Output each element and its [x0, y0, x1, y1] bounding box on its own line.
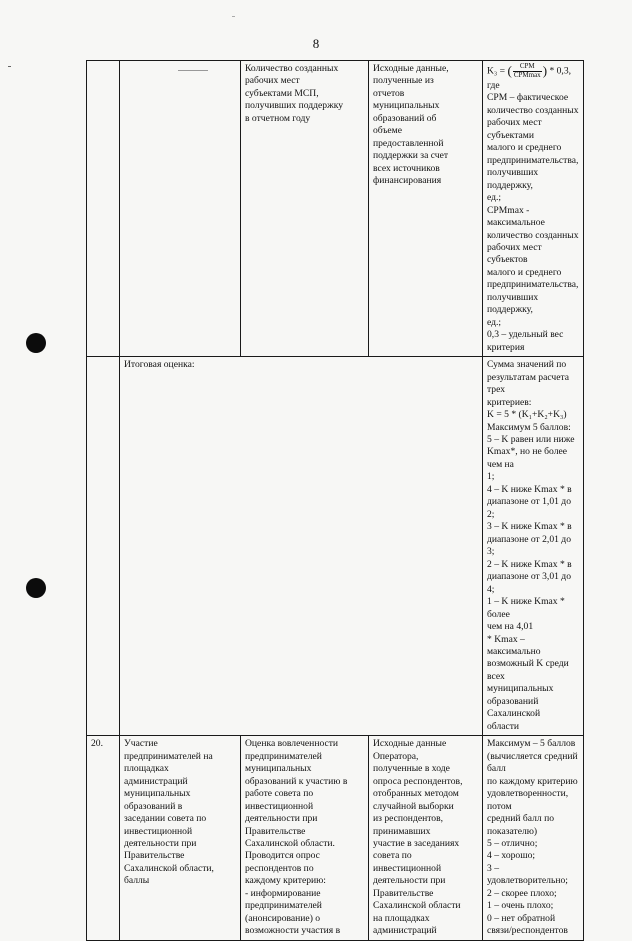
calculation-cell — [483, 736, 584, 941]
text-line: области — [487, 720, 520, 732]
text-line: на площадках — [373, 912, 430, 924]
source-cell — [369, 61, 483, 357]
text-line: Сумма значений по — [487, 359, 567, 371]
text-line: совета по — [373, 850, 412, 862]
text-line: Сахалинской области, — [124, 862, 214, 874]
text-line: ед.; — [487, 316, 502, 328]
text-line: работе совета по — [245, 788, 314, 800]
text-line: 2 – K ниже Kmax * в — [487, 558, 572, 570]
row-number: 20. — [91, 738, 103, 750]
text-line: образований к участию в — [245, 775, 348, 787]
text-line: рабочих мест субъектов — [487, 241, 542, 266]
text-line: чем на 4,01 — [487, 621, 534, 633]
text-line: диапазоне от 2,01 до 3; — [487, 533, 571, 558]
text-line: 0,3 – удельный вес — [487, 329, 564, 341]
text-line: предоставленной — [373, 137, 444, 149]
table-row-20 — [87, 736, 584, 941]
formula-rhs: * 0,3, где — [487, 65, 572, 91]
row-number-cell — [87, 61, 120, 357]
text-line: принимавших — [373, 825, 431, 837]
binder-hole-top — [26, 333, 46, 353]
text-line: площадках — [124, 763, 169, 775]
text-line: инвестиционной — [124, 825, 193, 837]
text-line: предпринимателей — [245, 900, 322, 912]
text-line: количество созданных — [487, 229, 579, 241]
text-line: случайной выборки — [373, 800, 454, 812]
text-line: связи/респондентов — [487, 925, 568, 937]
text-line: критериев: — [487, 396, 532, 408]
text-line: получивших поддержку — [245, 100, 344, 112]
text-line: 3 – удовлетворительно; — [487, 862, 568, 887]
text-line: Правительстве — [124, 850, 185, 862]
text-line: отчетов — [373, 87, 405, 99]
text-line: показателю) — [487, 825, 538, 837]
total-label: Итоговая оценка: — [124, 359, 195, 371]
text-line: рабочих мест — [245, 75, 300, 87]
text-line: предпринимателей — [245, 750, 322, 762]
text-line: деятельности при — [245, 813, 318, 825]
text-line: респондентов по — [245, 862, 314, 874]
text-line: муниципальных — [487, 683, 554, 695]
text-line: рабочих мест субъектами — [487, 117, 542, 141]
text-line: диапазоне от 3,01 до 4; — [487, 571, 571, 595]
text-line: муниципальных — [124, 788, 191, 800]
formula-lhs: K₃ = — [487, 65, 506, 77]
text-line: Сахалинской области — [373, 900, 461, 912]
text-line: Исходные данные — [373, 738, 447, 750]
text-line: 4 – K ниже Kmax * в — [487, 483, 572, 495]
text-line: Участие — [124, 738, 158, 750]
text-line: возможный K среди всех — [487, 658, 569, 682]
text-line: заседании совета по — [124, 813, 207, 825]
text-line: деятельности при — [373, 875, 446, 887]
text-line: деятельности при — [124, 838, 197, 850]
row-number-cell — [87, 357, 120, 736]
text-line: CPMmax - максимальное — [487, 204, 545, 229]
table-row-k3 — [87, 61, 584, 357]
text-line: Максимум 5 баллов: — [487, 421, 571, 433]
text-line: инвестиционной — [245, 800, 314, 812]
text-line: малого и среднего — [487, 266, 562, 278]
text-line: 3 – K ниже Kmax * в — [487, 521, 572, 533]
text-line: из респондентов, — [373, 813, 444, 825]
text-line: 1 – очень плохо; — [487, 900, 554, 912]
text-line: Kmax*, но не более чем на — [487, 446, 568, 470]
parameter-cell — [120, 736, 241, 941]
text-line: субъектами МСП, — [245, 87, 319, 99]
formula-fraction — [513, 63, 542, 79]
text-line: K = 5 * (K₁+K₂+K₃) — [487, 409, 567, 421]
text-line: предпринимательства, — [487, 154, 579, 166]
total-label-cell — [120, 357, 483, 736]
row-number-cell — [87, 736, 120, 941]
text-line: получивших поддержку, — [487, 291, 539, 316]
calculation-cell — [483, 357, 584, 736]
text-line: * Kmax – максимально — [487, 633, 541, 657]
text-line: муниципальных — [373, 100, 440, 112]
text-line: администраций — [124, 775, 188, 787]
formula-denominator: CPMmax — [513, 70, 541, 79]
text-line: Правительстве — [245, 825, 306, 837]
text-line: 5 – K равен или ниже — [487, 434, 575, 446]
text-line: Оператора, — [373, 750, 419, 762]
text-line: полученные из — [373, 75, 434, 87]
indicator-cell — [241, 61, 369, 357]
text-line: Сахалинской области. — [245, 838, 335, 850]
text-line: инвестиционной — [373, 862, 442, 874]
text-line: получивших поддержку, — [487, 167, 539, 191]
formula-numerator: CPM — [513, 63, 542, 72]
text-line: 5 – отлично; — [487, 838, 538, 850]
text-line: поддержки за счет — [373, 150, 449, 162]
page-number: 8 — [312, 36, 320, 51]
text-line: Оценка вовлеченности — [245, 738, 339, 750]
text-line: возможности участия в — [245, 925, 341, 937]
text-line: Максимум – 5 баллов — [487, 738, 576, 750]
text-line: по каждому критерию — [487, 775, 578, 787]
text-line: образований об — [373, 112, 437, 124]
text-line: ед.; — [487, 192, 502, 204]
text-line: 1 – K ниже Kmax * более — [487, 596, 565, 620]
parameter-cell — [120, 61, 241, 357]
text-line: Проводится опрос — [245, 850, 320, 862]
text-line: участие в заседаниях — [373, 838, 460, 850]
text-line: (анонсирование) о — [245, 912, 321, 924]
text-line: администраций — [373, 925, 437, 937]
calculation-cell — [483, 61, 584, 357]
table-row-total — [87, 357, 584, 736]
text-line: Правительстве — [373, 887, 434, 899]
text-line: количество созданных — [487, 104, 579, 116]
indicator-cell — [241, 736, 369, 941]
text-line: (вычисляется средний балл — [487, 750, 578, 775]
text-line: критерия — [487, 341, 525, 353]
k3-formula — [487, 63, 580, 92]
text-line: образований в — [124, 800, 183, 812]
text-line: в отчетном году — [245, 112, 311, 124]
text-line: предпринимателей на — [124, 750, 213, 762]
scan-speck — [8, 66, 11, 67]
text-line: всех источников — [373, 162, 440, 174]
text-line: отобранных методом — [373, 788, 459, 800]
scan-speck — [232, 16, 235, 17]
text-line: каждому критерию: — [245, 875, 326, 887]
text-line: удовлетворенности, потом — [487, 788, 569, 812]
formula-paren: ( — [507, 63, 512, 78]
text-line: Исходные данные, — [373, 63, 449, 74]
text-line: объеме — [373, 125, 402, 137]
text-line: - информирование — [245, 887, 321, 899]
text-line: опроса респондентов, — [373, 775, 463, 787]
text-line: Количество созданных — [245, 63, 339, 74]
text-line: результатам расчета трех — [487, 371, 570, 396]
criteria-table — [86, 60, 584, 941]
text-line: CPM – фактическое — [487, 92, 569, 104]
text-line: 1; — [487, 471, 495, 483]
text-line: 2 – скорее плохо; — [487, 887, 557, 899]
text-line: 4 – хорошо; — [487, 850, 536, 862]
text-line: баллы — [124, 875, 150, 887]
text-line: образований Сахалинской — [487, 695, 541, 720]
text-line: диапазоне от 1,01 до 2; — [487, 496, 571, 520]
text-line: 0 – нет обратной — [487, 912, 556, 924]
text-line: предпринимательства, — [487, 279, 579, 291]
text-line: полученные в ходе — [373, 763, 450, 775]
text-line: малого и среднего — [487, 142, 562, 154]
source-cell — [369, 736, 483, 941]
binder-hole-bottom — [26, 578, 46, 598]
text-line: средний балл по — [487, 813, 554, 825]
formula-paren: ) — [542, 63, 548, 78]
text-line: финансирования — [373, 175, 442, 187]
text-line: муниципальных — [245, 763, 312, 775]
